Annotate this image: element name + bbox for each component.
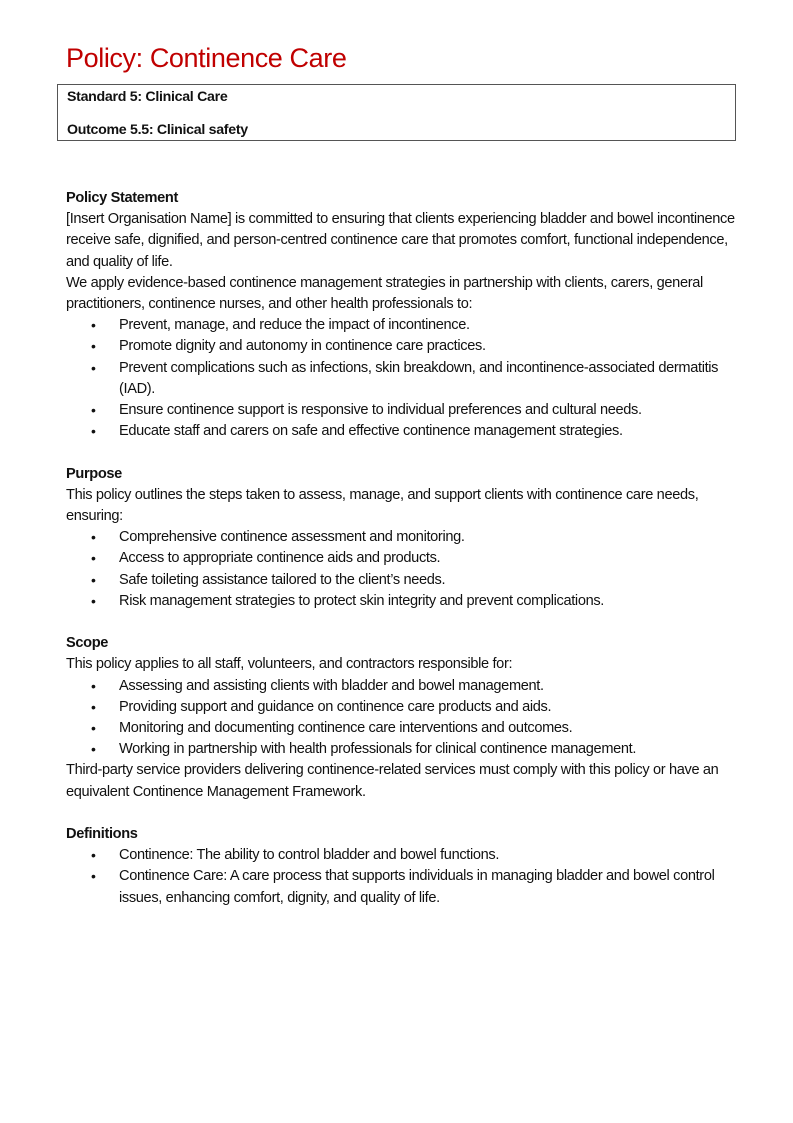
list-item bbox=[66, 527, 736, 548]
paragraph: This policy applies to all staff, volunteers, and contractors responsible for: bbox=[66, 656, 513, 673]
list-item-text: Comprehensive continence assessment and monitoring. bbox=[119, 529, 465, 546]
bullet-list bbox=[66, 676, 736, 761]
paragraph: [Insert Organisation Name] is committed to ensuring that clients experiencing bladder and bowel incontinence receive safe, dignified, and person-centred continence care that promotes comfort, functional independence, and quality of life. bbox=[66, 211, 735, 270]
bullet-icon: • bbox=[91, 868, 96, 885]
list-item-text: Monitoring and documenting continence care interventions and outcomes. bbox=[119, 720, 573, 737]
list-item-text: Continence Care: A care process that supports individuals in managing bladder and bowel control issues, enhancing comfort, dignity, and quality of life. bbox=[119, 868, 715, 906]
bullet-icon: • bbox=[91, 338, 96, 355]
section-heading: Policy Statement bbox=[66, 190, 178, 206]
list-item bbox=[66, 358, 736, 400]
list-item-text: Access to appropriate continence aids and products. bbox=[119, 550, 441, 567]
document-body bbox=[66, 188, 736, 930]
bullet-icon: • bbox=[91, 720, 96, 737]
list-item-text: Safe toileting assistance tailored to the client’s needs. bbox=[119, 571, 446, 588]
list-item bbox=[66, 315, 736, 336]
list-item-text: Working in partnership with health professionals for clinical continence management. bbox=[119, 741, 637, 758]
bullet-icon: • bbox=[91, 677, 96, 694]
section-scope bbox=[66, 633, 736, 803]
bullet-list bbox=[66, 845, 736, 909]
standard-label: Standard 5: Clinical Care bbox=[67, 89, 228, 105]
list-item-text: Providing support and guidance on continence care products and aids. bbox=[119, 698, 552, 715]
list-item-text: Prevent complications such as infections, skin breakdown, and incontinence-associated dermatitis (IAD). bbox=[119, 359, 719, 397]
list-item-text: Prevent, manage, and reduce the impact of incontinence. bbox=[119, 317, 470, 334]
bullet-icon: • bbox=[91, 423, 96, 440]
list-item bbox=[66, 591, 736, 612]
list-item bbox=[66, 866, 736, 908]
bullet-icon: • bbox=[91, 571, 96, 588]
list-item bbox=[66, 718, 736, 739]
list-item-text: Risk management strategies to protect skin integrity and prevent complications. bbox=[119, 592, 604, 609]
paragraph: We apply evidence-based continence management strategies in partnership with clients, carers, general practitioners, continence nurses, and other health professionals to: bbox=[66, 274, 703, 313]
list-item-text: Ensure continence support is responsive to individual preferences and cultural needs. bbox=[119, 402, 642, 419]
list-item bbox=[66, 336, 736, 357]
list-item-text: Continence: The ability to control bladder and bowel functions. bbox=[119, 847, 500, 864]
list-item bbox=[66, 400, 736, 421]
section-definitions bbox=[66, 824, 736, 909]
bullet-icon: • bbox=[91, 317, 96, 334]
bullet-icon: • bbox=[91, 550, 96, 567]
page-title: Policy: Continence Care bbox=[66, 43, 347, 73]
paragraph: This policy outlines the steps taken to assess, manage, and support clients with continence care needs, ensuring: bbox=[66, 486, 699, 525]
outcome-label: Outcome 5.5: Clinical safety bbox=[67, 122, 248, 138]
section-heading: Scope bbox=[66, 635, 109, 652]
list-item-text: Assessing and assisting clients with bladder and bowel management. bbox=[119, 677, 544, 694]
list-item bbox=[66, 421, 736, 442]
section-heading: Purpose bbox=[66, 465, 122, 482]
bullet-icon: • bbox=[91, 847, 96, 864]
list-item bbox=[66, 697, 736, 718]
bullet-icon: • bbox=[91, 529, 96, 546]
bullet-icon: • bbox=[91, 698, 96, 715]
list-item bbox=[66, 739, 736, 760]
list-item bbox=[66, 676, 736, 697]
list-item bbox=[66, 548, 736, 569]
list-item-text: Educate staff and carers on safe and effective continence management strategies. bbox=[119, 423, 623, 440]
standard-box bbox=[57, 84, 736, 141]
bullet-icon: • bbox=[91, 741, 96, 758]
bullet-icon: • bbox=[91, 592, 96, 609]
list-item-text: Promote dignity and autonomy in continence care practices. bbox=[119, 338, 486, 355]
list-item bbox=[66, 570, 736, 591]
section-purpose bbox=[66, 464, 736, 612]
bullet-list bbox=[66, 315, 736, 442]
paragraph: Third-party service providers delivering continence-related services must comply with this policy or have an equivalent Continence Management Framework. bbox=[66, 762, 719, 800]
section-policy-statement bbox=[66, 188, 736, 442]
bullet-icon: • bbox=[91, 402, 96, 419]
section-heading: Definitions bbox=[66, 826, 138, 843]
bullet-icon: • bbox=[91, 359, 96, 376]
list-item bbox=[66, 845, 736, 866]
bullet-list bbox=[66, 527, 736, 612]
